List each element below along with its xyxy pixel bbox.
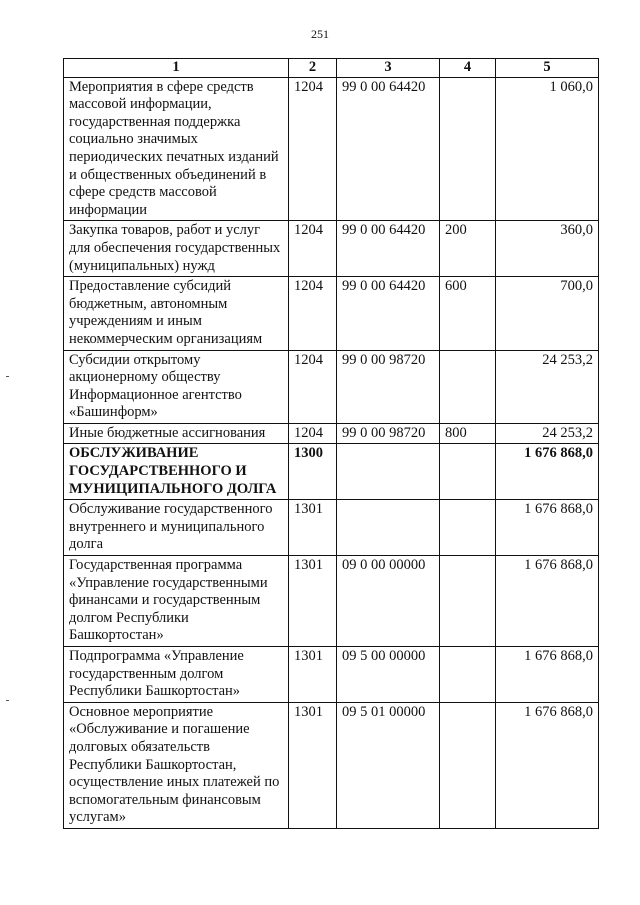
row-type-cell xyxy=(440,556,496,647)
table-row xyxy=(64,350,599,423)
header-col-2: 2 xyxy=(289,59,337,78)
table-row xyxy=(64,702,599,828)
table-row-section-heading xyxy=(64,444,599,500)
row-target-cell: 09 5 01 00000 xyxy=(337,702,440,828)
row-target-cell: 99 0 00 98720 xyxy=(337,350,440,423)
row-name-cell: Подпрограмма «Управление государственным долгом Республики Башкортостан» xyxy=(64,647,289,703)
row-target-cell: 99 0 00 64420 xyxy=(337,277,440,350)
table-header-row xyxy=(64,59,599,78)
row-type-cell: 800 xyxy=(440,423,496,444)
row-type-cell: 200 xyxy=(440,221,496,277)
row-name-cell: Обслуживание государственного внутреннего и муниципального долга xyxy=(64,500,289,556)
row-type-cell xyxy=(440,444,496,500)
row-section-cell: 1204 xyxy=(289,77,337,221)
table-row xyxy=(64,423,599,444)
row-amount-cell: 360,0 xyxy=(496,221,599,277)
row-target-cell xyxy=(337,500,440,556)
header-col-4: 4 xyxy=(440,59,496,78)
row-section-cell: 1204 xyxy=(289,277,337,350)
row-type-cell: 600 xyxy=(440,277,496,350)
table-row xyxy=(64,277,599,350)
row-type-cell xyxy=(440,702,496,828)
table-row xyxy=(64,500,599,556)
row-amount-cell: 700,0 xyxy=(496,277,599,350)
budget-table xyxy=(63,58,599,829)
row-type-cell xyxy=(440,77,496,221)
row-section-cell: 1204 xyxy=(289,221,337,277)
row-name-cell: Субсидии открытому акционерному обществу Информационное агентство «Башинформ» xyxy=(64,350,289,423)
row-amount-cell: 1 676 868,0 xyxy=(496,556,599,647)
table-body xyxy=(64,77,599,828)
row-name-cell: Мероприятия в сфере средств массовой информации, государственная поддержка социально значимых периодических печатных изданий и общественных объединений в сфере средств массовой информации xyxy=(64,77,289,221)
row-target-cell: 99 0 00 64420 xyxy=(337,77,440,221)
row-section-cell: 1301 xyxy=(289,647,337,703)
scan-margin-mark xyxy=(6,376,9,377)
row-name-cell: Государственная программа «Управление государственными финансами и государственным долгом Республики Башкортостан» xyxy=(64,556,289,647)
table-row xyxy=(64,647,599,703)
row-section-cell: 1300 xyxy=(289,444,337,500)
header-col-5: 5 xyxy=(496,59,599,78)
row-amount-cell: 24 253,2 xyxy=(496,423,599,444)
header-col-1: 1 xyxy=(64,59,289,78)
row-type-cell xyxy=(440,350,496,423)
row-amount-cell: 1 060,0 xyxy=(496,77,599,221)
row-type-cell xyxy=(440,647,496,703)
row-type-cell xyxy=(440,500,496,556)
table-row xyxy=(64,221,599,277)
table-row xyxy=(64,556,599,647)
row-section-cell: 1204 xyxy=(289,423,337,444)
table-row xyxy=(64,77,599,221)
row-amount-cell: 1 676 868,0 xyxy=(496,500,599,556)
row-amount-cell: 1 676 868,0 xyxy=(496,444,599,500)
row-section-cell: 1301 xyxy=(289,500,337,556)
row-name-cell: Предоставление субсидий бюджетным, автономным учреждениям и иным некоммерческим организациям xyxy=(64,277,289,350)
row-target-cell xyxy=(337,444,440,500)
row-amount-cell: 1 676 868,0 xyxy=(496,702,599,828)
row-name-cell: Основное мероприятие «Обслуживание и погашение долговых обязательств Республики Башкортостан, осуществление иных платежей по вспомогательным финансовым услугам» xyxy=(64,702,289,828)
row-amount-cell: 24 253,2 xyxy=(496,350,599,423)
row-name-cell: ОБСЛУЖИВАНИЕ ГОСУДАРСТВЕННОГО И МУНИЦИПАЛЬНОГО ДОЛГА xyxy=(64,444,289,500)
row-section-cell: 1301 xyxy=(289,702,337,828)
row-amount-cell: 1 676 868,0 xyxy=(496,647,599,703)
row-section-cell: 1301 xyxy=(289,556,337,647)
header-col-3: 3 xyxy=(337,59,440,78)
row-name-cell: Закупка товаров, работ и услуг для обеспечения государственных (муниципальных) нужд xyxy=(64,221,289,277)
row-target-cell: 99 0 00 64420 xyxy=(337,221,440,277)
page-number: 251 xyxy=(311,27,329,41)
row-target-cell: 09 0 00 00000 xyxy=(337,556,440,647)
row-target-cell: 99 0 00 98720 xyxy=(337,423,440,444)
scan-margin-mark xyxy=(6,700,9,701)
row-section-cell: 1204 xyxy=(289,350,337,423)
row-target-cell: 09 5 00 00000 xyxy=(337,647,440,703)
row-name-cell: Иные бюджетные ассигнования xyxy=(64,423,289,444)
